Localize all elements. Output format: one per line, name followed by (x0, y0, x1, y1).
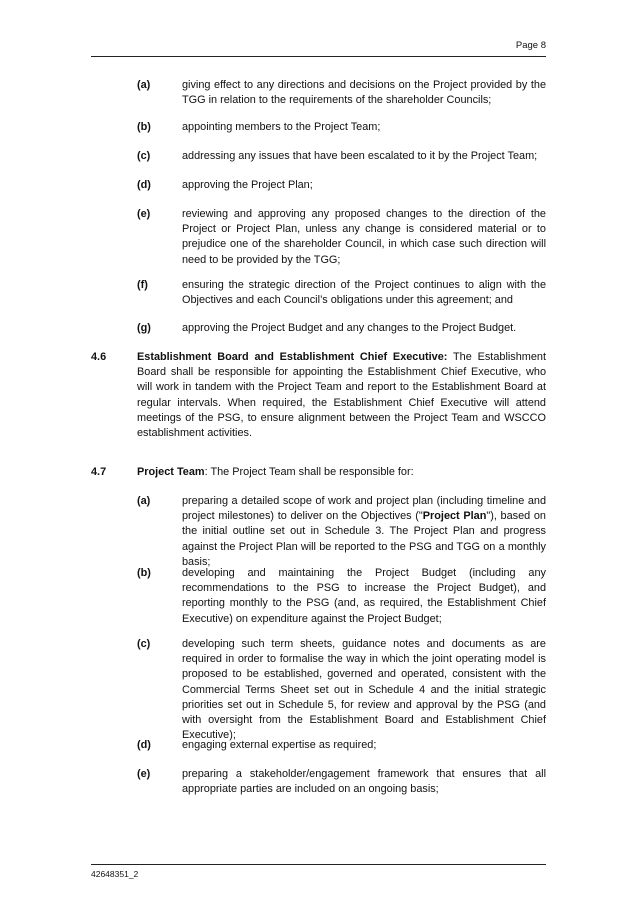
footer-rule (91, 864, 546, 865)
item-text: addressing any issues that have been escalated to it by the Project Team; (182, 150, 538, 162)
clause-text (137, 350, 546, 441)
item-label: (c) (137, 150, 151, 162)
item-label: (c) (137, 638, 151, 650)
clause-number: 4.6 (91, 351, 107, 363)
item-label: (d) (137, 739, 151, 751)
item-label: (b) (137, 121, 151, 133)
clause-heading: Establishment Board and Establishment Chief Executive: (137, 351, 448, 363)
item-text: approving the Project Budget and any changes to the Project Budget. (182, 322, 517, 334)
item-label: (g) (137, 322, 151, 334)
item-text: approving the Project Plan; (182, 179, 313, 191)
defined-term: Project Plan (422, 510, 487, 523)
header-rule (91, 56, 546, 57)
item-label: (a) (137, 79, 151, 91)
item-text: developing such term sheets, guidance notes and documents as are required in order to formalise the way in which the joint operating model is proposed to be established, governed and operated, consistent with the Commercial Terms Sheet set out in Schedule 4 and the initial strategic priorities set out in Schedule 5, for review and approval by the PSG (and with oversight from the Establishment Board and Establishment Chief Executive); (182, 638, 546, 742)
page-number: Page 8 (515, 40, 546, 51)
item-label: (a) (137, 495, 151, 507)
item-text: ensuring the strategic direction of the Project continues to align with the Objectives and each Council’s obligations under this agreement; and (182, 279, 546, 307)
clause-number: 4.7 (91, 466, 107, 478)
item-text: preparing a stakeholder/engagement framework that ensures that all appropriate parties are included on an ongoing basis; (182, 768, 546, 796)
item-text: reviewing and approving any proposed changes to the direction of the Project or Project Plan, unless any change is considered material or to prejudice one of the shareholder Council, in which case such direction will need to be provided by the TGG; (182, 208, 546, 266)
item-label: (e) (137, 208, 151, 220)
clause-body: : The Project Team shall be responsible for: (204, 466, 414, 478)
item-text: engaging external expertise as required; (182, 739, 377, 751)
clause-text (137, 465, 546, 480)
item-text: developing and maintaining the Project Budget (including any recommendations to the PSG to increase the Project Budget), and reporting monthly to the PSG (and, as required, the Establishment Chief Executive) on expenditure against the Project Budget; (182, 567, 546, 625)
item-label: (d) (137, 179, 151, 191)
clause-body: The Establishment Board shall be responsible for appointing the Establishment Chief Executive, who will work in tandem with the Project Team and report to the Establishment Board at regular intervals. When required, the Establishment Chief Executive will attend meetings of the PSG, to ensure alignment between the Project Team and WSCCO establishment activities. (137, 351, 546, 440)
item-text: preparing a detailed scope of work and project plan (including timeline and project milestones) to deliver on the Objectives ("Project Plan"), based on the initial outline set out in Schedule 3. The Project Plan and progress against the Project Plan will be reported to the PSG and TGG on a monthly basis; (182, 495, 546, 568)
item-label: (e) (137, 768, 151, 780)
item-text: appointing members to the Project Team; (182, 121, 381, 133)
item-text: giving effect to any directions and decisions on the Project provided by the TGG in relation to the requirements of the shareholder Councils; (182, 79, 546, 107)
clause-heading: Project Team (137, 466, 205, 478)
document-reference: 42648351_2 (91, 869, 139, 879)
item-label: (f) (137, 279, 148, 291)
item-label: (b) (137, 567, 151, 579)
